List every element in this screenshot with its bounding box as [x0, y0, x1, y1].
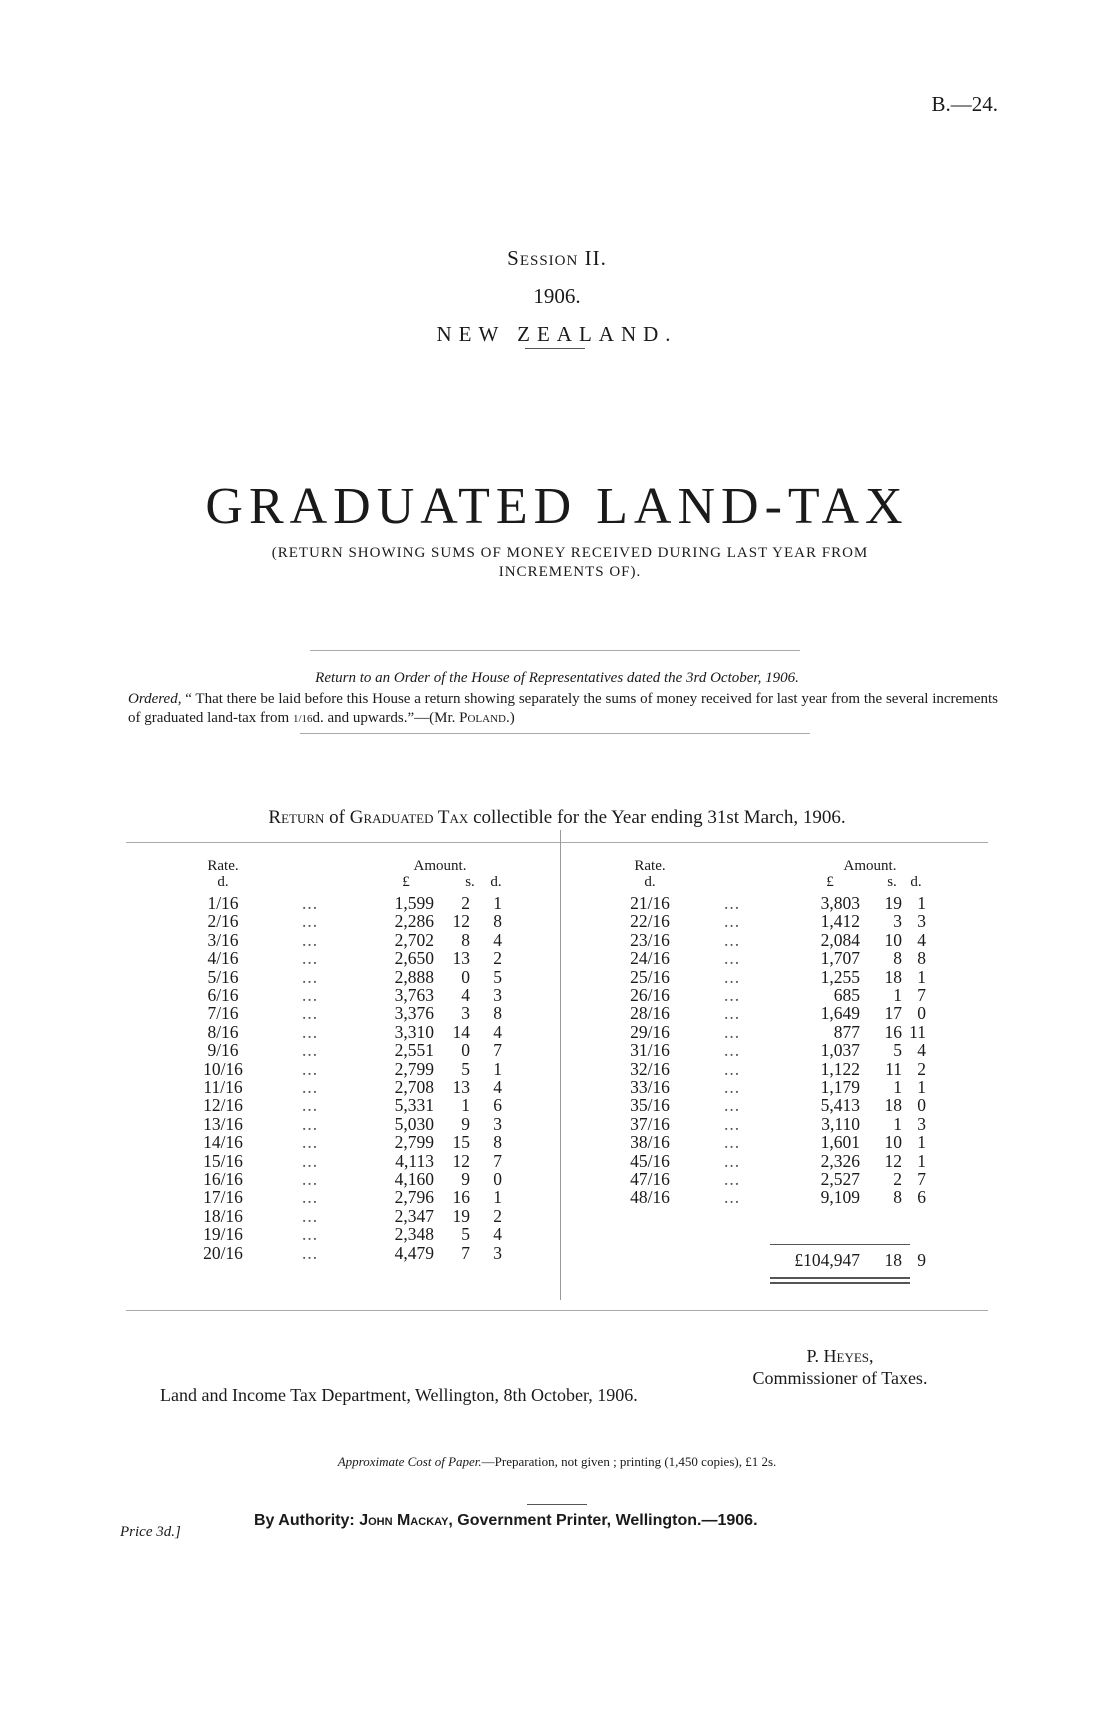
year-label: 1906. — [533, 284, 581, 308]
rate-cell: 7/16 — [207, 1003, 239, 1024]
authority-line — [254, 1512, 758, 1530]
shillings-cell: 2 — [893, 1169, 902, 1189]
rate-cell: 25/16 — [630, 966, 670, 987]
pounds-cell: 877 — [833, 1021, 860, 1042]
shillings-cell: 0 — [461, 966, 470, 987]
leader-dots: ... — [301, 1021, 319, 1042]
pounds-cell: 9,109 — [820, 1187, 860, 1208]
shillings-cell: 13 — [452, 1077, 470, 1097]
pounds-cell: 1,122 — [820, 1058, 860, 1079]
pence-cell: 3 — [493, 985, 502, 1005]
rate-cell: 38/16 — [630, 1132, 670, 1153]
pence-cell: 3 — [917, 911, 926, 932]
cost-line — [0, 1454, 1114, 1470]
shillings-cell: 0 — [461, 1040, 470, 1061]
shillings-cell: 9 — [461, 1169, 470, 1189]
leader-dots: ... — [723, 1113, 741, 1134]
leader-dots: ... — [301, 1132, 319, 1153]
pence-cell: 6 — [493, 1095, 502, 1116]
leader-dots: ... — [723, 1150, 741, 1171]
leader-dots: ... — [723, 966, 741, 987]
table-row — [0, 1151, 1114, 1171]
pounds-cell: 5,331 — [394, 1095, 434, 1116]
left-amount-header: Amount. — [413, 858, 467, 874]
leader-dots: ... — [301, 1077, 319, 1097]
signature-title: Commissioner of Taxes. — [752, 1368, 928, 1388]
total-shillings: 18 — [884, 1250, 902, 1270]
pence-cell: 3 — [917, 1113, 926, 1134]
leader-dots: ... — [723, 1021, 741, 1042]
rate-cell: 37/16 — [630, 1113, 670, 1134]
pence-cell: 0 — [917, 1095, 926, 1116]
total-double-rule-1 — [770, 1277, 910, 1279]
document-title: GRADUATED LAND-TAX — [205, 478, 909, 535]
shillings-cell: 16 — [452, 1187, 470, 1208]
pence-cell: 7 — [493, 1150, 502, 1171]
table-row — [0, 1132, 1114, 1152]
ordered-end: d. and upwards.”—(Mr. — [312, 710, 456, 726]
table-row — [0, 967, 1114, 987]
leader-dots: ... — [301, 1040, 319, 1061]
pounds-cell: 2,799 — [394, 1132, 434, 1153]
pounds-cell: 4,479 — [394, 1242, 434, 1263]
pounds-cell: 3,110 — [821, 1113, 860, 1134]
rate-cell: 9/16 — [207, 1040, 239, 1061]
pounds-cell: 1,649 — [820, 1003, 860, 1024]
header-rule — [525, 348, 585, 349]
rate-cell: 15/16 — [203, 1150, 243, 1171]
leader-dots: ... — [301, 966, 319, 987]
rate-cell: 32/16 — [630, 1058, 670, 1079]
table-row — [0, 1187, 1114, 1207]
shillings-cell: 15 — [452, 1132, 470, 1153]
authority-rest: , Government Printer, Wellington.—1906. — [448, 1512, 758, 1529]
left-unit-shillings: s. — [465, 874, 475, 890]
total-top-rule — [770, 1244, 910, 1245]
rate-cell: 2/16 — [207, 911, 239, 932]
shillings-cell: 8 — [461, 929, 470, 950]
pounds-cell: 2,084 — [820, 929, 860, 950]
shillings-cell: 12 — [452, 1150, 470, 1171]
authority-printer: John Mackay — [359, 1512, 449, 1529]
department-line: Land and Income Tax Department, Wellington, 8th October, 1906. — [160, 1385, 638, 1405]
leader-dots: ... — [723, 1169, 741, 1189]
total-pence: 9 — [917, 1250, 926, 1270]
rate-cell: 8/16 — [207, 1021, 239, 1042]
pence-cell: 1 — [917, 1077, 926, 1097]
pounds-cell: 3,376 — [394, 1003, 434, 1024]
leader-dots: ... — [301, 1113, 319, 1134]
rate-cell: 28/16 — [630, 1003, 670, 1024]
shillings-cell: 14 — [452, 1021, 470, 1042]
rate-cell: 21/16 — [630, 893, 670, 913]
rate-cell: 47/16 — [630, 1169, 670, 1189]
shillings-cell: 17 — [884, 1003, 902, 1024]
pounds-cell: 4,160 — [394, 1169, 434, 1189]
pence-cell: 4 — [493, 1224, 502, 1245]
rate-cell: 23/16 — [630, 929, 670, 950]
shillings-cell: 3 — [461, 1003, 470, 1024]
ordered-closing: .) — [505, 710, 515, 726]
ordered-body: “ That there be laid before this House a return showing separately the sums of money received for last year from the several increments of graduated land-tax from — [128, 691, 999, 726]
order-bottom-rule — [300, 733, 810, 734]
pence-cell: 4 — [493, 1021, 502, 1042]
leader-dots: ... — [301, 1205, 319, 1226]
table-heading-of: of — [329, 807, 345, 828]
shillings-cell: 16 — [884, 1021, 902, 1042]
shillings-cell: 11 — [885, 1058, 902, 1079]
leader-dots: ... — [301, 893, 319, 913]
rate-cell: 17/16 — [203, 1187, 243, 1208]
rate-cell: 14/16 — [203, 1132, 243, 1153]
table-row — [0, 911, 1114, 931]
rate-cell: 20/16 — [203, 1242, 243, 1263]
shillings-cell: 5 — [893, 1040, 902, 1061]
left-rate-unit: d. — [217, 874, 229, 890]
signature-name: P. Heyes, — [806, 1346, 874, 1366]
pounds-cell: 2,286 — [394, 911, 434, 932]
pounds-cell: 2,708 — [394, 1077, 434, 1097]
rate-cell: 1/16 — [207, 893, 239, 913]
rate-cell: 48/16 — [630, 1187, 670, 1208]
leader-dots: ... — [301, 1003, 319, 1024]
table-top-rule — [126, 842, 988, 843]
pounds-cell: 1,412 — [820, 911, 860, 932]
pence-cell: 1 — [917, 893, 926, 913]
rate-cell: 18/16 — [203, 1205, 243, 1226]
shillings-cell: 9 — [461, 1113, 470, 1134]
leader-dots: ... — [723, 1132, 741, 1153]
document-reference: B.—24. — [931, 92, 998, 116]
rate-cell: 35/16 — [630, 1095, 670, 1116]
pounds-cell: 2,799 — [394, 1058, 434, 1079]
pence-cell: 5 — [493, 966, 502, 987]
pounds-cell: 2,527 — [820, 1169, 860, 1189]
table-heading — [0, 807, 1114, 829]
pounds-cell: 1,601 — [820, 1132, 860, 1153]
leader-dots: ... — [301, 1058, 319, 1079]
shillings-cell: 18 — [884, 1095, 902, 1116]
pence-cell: 4 — [493, 929, 502, 950]
ordered-label: Ordered, — [128, 691, 182, 707]
order-text — [128, 690, 998, 729]
leader-dots: ... — [301, 948, 319, 969]
pence-cell: 1 — [493, 1187, 502, 1208]
leader-dots: ... — [723, 893, 741, 913]
price-label: Price 3d.] — [120, 1524, 181, 1540]
shillings-cell: 1 — [461, 1095, 470, 1116]
table-row — [0, 1095, 1114, 1115]
pence-cell: 0 — [493, 1169, 502, 1189]
pounds-cell: 685 — [833, 985, 860, 1005]
shillings-cell: 8 — [893, 948, 902, 969]
pounds-cell: 5,030 — [394, 1113, 434, 1134]
pounds-cell: 2,348 — [394, 1224, 434, 1245]
leader-dots: ... — [301, 1224, 319, 1245]
table-heading-rest: collectible for the Year ending 31st March, 1906. — [473, 807, 846, 828]
table-row — [0, 985, 1114, 1005]
ordered-member: Poland — [459, 710, 506, 726]
pence-cell: 8 — [493, 911, 502, 932]
pence-cell: 4 — [493, 1077, 502, 1097]
pence-cell: 2 — [493, 1205, 502, 1226]
shillings-cell: 1 — [893, 1113, 902, 1134]
pence-cell: 1 — [917, 1150, 926, 1171]
right-unit-shillings: s. — [887, 874, 897, 890]
leader-dots: ... — [301, 985, 319, 1005]
table-row — [0, 1022, 1114, 1042]
table-row — [0, 1059, 1114, 1079]
shillings-cell: 10 — [884, 1132, 902, 1153]
table-row — [0, 1169, 1114, 1189]
cost-label: Approximate Cost of Paper. — [337, 1454, 482, 1469]
right-unit-pounds: £ — [826, 874, 834, 890]
pounds-cell: 2,888 — [394, 966, 434, 987]
order-top-rule — [310, 650, 800, 651]
pence-cell: 6 — [917, 1187, 926, 1208]
shillings-cell: 5 — [461, 1058, 470, 1079]
leader-dots: ... — [723, 911, 741, 932]
pence-cell: 7 — [917, 985, 926, 1005]
rate-cell: 12/16 — [203, 1095, 243, 1116]
pounds-cell: 1,707 — [820, 948, 860, 969]
pounds-cell: 1,599 — [394, 893, 434, 913]
shillings-cell: 2 — [461, 893, 470, 913]
pounds-cell: 2,702 — [394, 929, 434, 950]
pounds-cell: 2,347 — [394, 1205, 434, 1226]
pounds-cell: 5,413 — [820, 1095, 860, 1116]
shillings-cell: 1 — [893, 1077, 902, 1097]
pence-cell: 1 — [917, 966, 926, 987]
pence-cell: 2 — [493, 948, 502, 969]
total-double-rule-2 — [770, 1282, 910, 1284]
table-heading-graduated: Graduated Tax — [349, 807, 469, 828]
right-amount-header: Amount. — [843, 858, 897, 874]
pence-cell: 1 — [493, 1058, 502, 1079]
leader-dots: ... — [723, 985, 741, 1005]
rate-cell: 26/16 — [630, 985, 670, 1005]
rate-cell: 19/16 — [203, 1224, 243, 1245]
shillings-cell: 12 — [452, 911, 470, 932]
pounds-cell: 4,113 — [395, 1150, 434, 1171]
cost-text: —Preparation, not given ; printing (1,450 copies), £1 2s. — [481, 1454, 777, 1469]
left-rate-header: Rate. — [207, 858, 239, 874]
table-row — [0, 948, 1114, 968]
pounds-cell: 1,255 — [820, 966, 860, 987]
pence-cell: 3 — [493, 1113, 502, 1134]
rate-cell: 11/16 — [203, 1077, 243, 1097]
rate-cell: 16/16 — [203, 1169, 243, 1189]
leader-dots: ... — [301, 1169, 319, 1189]
leader-dots: ... — [723, 1187, 741, 1208]
table-row — [0, 1003, 1114, 1023]
shillings-cell: 4 — [461, 985, 470, 1005]
rate-cell: 6/16 — [207, 985, 239, 1005]
shillings-cell: 7 — [461, 1242, 470, 1263]
authority-prefix: By Authority: — [254, 1512, 355, 1529]
order-line: Return to an Order of the House of Representatives dated the 3rd October, 1906. — [315, 670, 799, 686]
rate-cell: 33/16 — [630, 1077, 670, 1097]
shillings-cell: 10 — [884, 929, 902, 950]
session-label: Session II. — [507, 246, 607, 270]
pence-cell: 7 — [917, 1169, 926, 1189]
shillings-cell: 19 — [452, 1205, 470, 1226]
country-label: NEW ZEALAND. — [436, 322, 678, 346]
pounds-cell: 2,326 — [820, 1150, 860, 1171]
table-heading-return: Return — [268, 807, 325, 828]
rate-cell: 31/16 — [630, 1040, 670, 1061]
table-row — [0, 1224, 1114, 1244]
pence-cell: 0 — [917, 1003, 926, 1024]
rate-cell: 45/16 — [630, 1150, 670, 1171]
shillings-cell: 13 — [452, 948, 470, 969]
table-row — [0, 930, 1114, 950]
right-rate-unit: d. — [644, 874, 656, 890]
rate-cell: 10/16 — [203, 1058, 243, 1079]
footer-rule — [527, 1504, 587, 1505]
table-row — [0, 1206, 1114, 1226]
table-bottom-rule — [126, 1310, 988, 1311]
pence-cell: 3 — [493, 1242, 502, 1263]
table-row — [0, 1077, 1114, 1097]
table-row — [0, 1114, 1114, 1134]
left-unit-pounds: £ — [402, 874, 410, 890]
pence-cell: 1 — [493, 893, 502, 913]
pence-cell: 4 — [917, 1040, 926, 1061]
pounds-cell: 2,650 — [394, 948, 434, 969]
pounds-cell: 3,763 — [394, 985, 434, 1005]
leader-dots: ... — [301, 1242, 319, 1263]
pence-cell: 2 — [917, 1058, 926, 1079]
rate-cell: 29/16 — [630, 1021, 670, 1042]
leader-dots: ... — [301, 1150, 319, 1171]
leader-dots: ... — [723, 948, 741, 969]
leader-dots: ... — [723, 1058, 741, 1079]
leader-dots: ... — [301, 1095, 319, 1116]
leader-dots: ... — [723, 1077, 741, 1097]
signature-block — [740, 1345, 940, 1389]
rate-cell: 22/16 — [630, 911, 670, 932]
pence-cell: 11 — [909, 1021, 926, 1042]
leader-dots: ... — [723, 1095, 741, 1116]
shillings-cell: 3 — [893, 911, 902, 932]
shillings-cell: 8 — [893, 1187, 902, 1208]
rate-cell: 13/16 — [203, 1113, 243, 1134]
document-subtitle: (RETURN SHOWING SUMS OF MONEY RECEIVED DURING LAST YEAR FROM INCREMENTS OF). — [271, 545, 869, 580]
left-unit-pence: d. — [490, 874, 502, 890]
rate-cell: 24/16 — [630, 948, 670, 969]
leader-dots: ... — [723, 1040, 741, 1061]
pounds-cell: 3,803 — [820, 893, 860, 913]
total-row — [0, 1250, 1114, 1270]
pounds-cell: 3,310 — [394, 1021, 434, 1042]
rate-cell: 5/16 — [207, 966, 239, 987]
pounds-cell: 2,551 — [394, 1040, 434, 1061]
table-row — [0, 893, 1114, 913]
shillings-cell: 5 — [461, 1224, 470, 1245]
pounds-cell: 1,037 — [820, 1040, 860, 1061]
leader-dots: ... — [301, 929, 319, 950]
total-pounds: £104,947 — [794, 1250, 860, 1270]
pence-cell: 8 — [493, 1132, 502, 1153]
shillings-cell: 18 — [884, 966, 902, 987]
table-row — [0, 1040, 1114, 1060]
shillings-cell: 19 — [884, 893, 902, 913]
pence-cell: 4 — [917, 929, 926, 950]
pence-cell: 7 — [493, 1040, 502, 1061]
rate-cell: 4/16 — [207, 948, 239, 969]
pounds-cell: 2,796 — [394, 1187, 434, 1208]
right-unit-pence: d. — [910, 874, 922, 890]
pence-cell: 8 — [917, 948, 926, 969]
shillings-cell: 1 — [893, 985, 902, 1005]
leader-dots: ... — [301, 1187, 319, 1208]
pence-cell: 1 — [917, 1132, 926, 1153]
ordered-fraction: 1/16 — [292, 713, 313, 725]
shillings-cell: 12 — [884, 1150, 902, 1171]
leader-dots: ... — [301, 911, 319, 932]
leader-dots: ... — [723, 929, 741, 950]
pounds-cell: 1,179 — [820, 1077, 860, 1097]
leader-dots: ... — [723, 1003, 741, 1024]
rate-cell: 3/16 — [207, 929, 239, 950]
pence-cell: 8 — [493, 1003, 502, 1024]
right-rate-header: Rate. — [634, 858, 666, 874]
